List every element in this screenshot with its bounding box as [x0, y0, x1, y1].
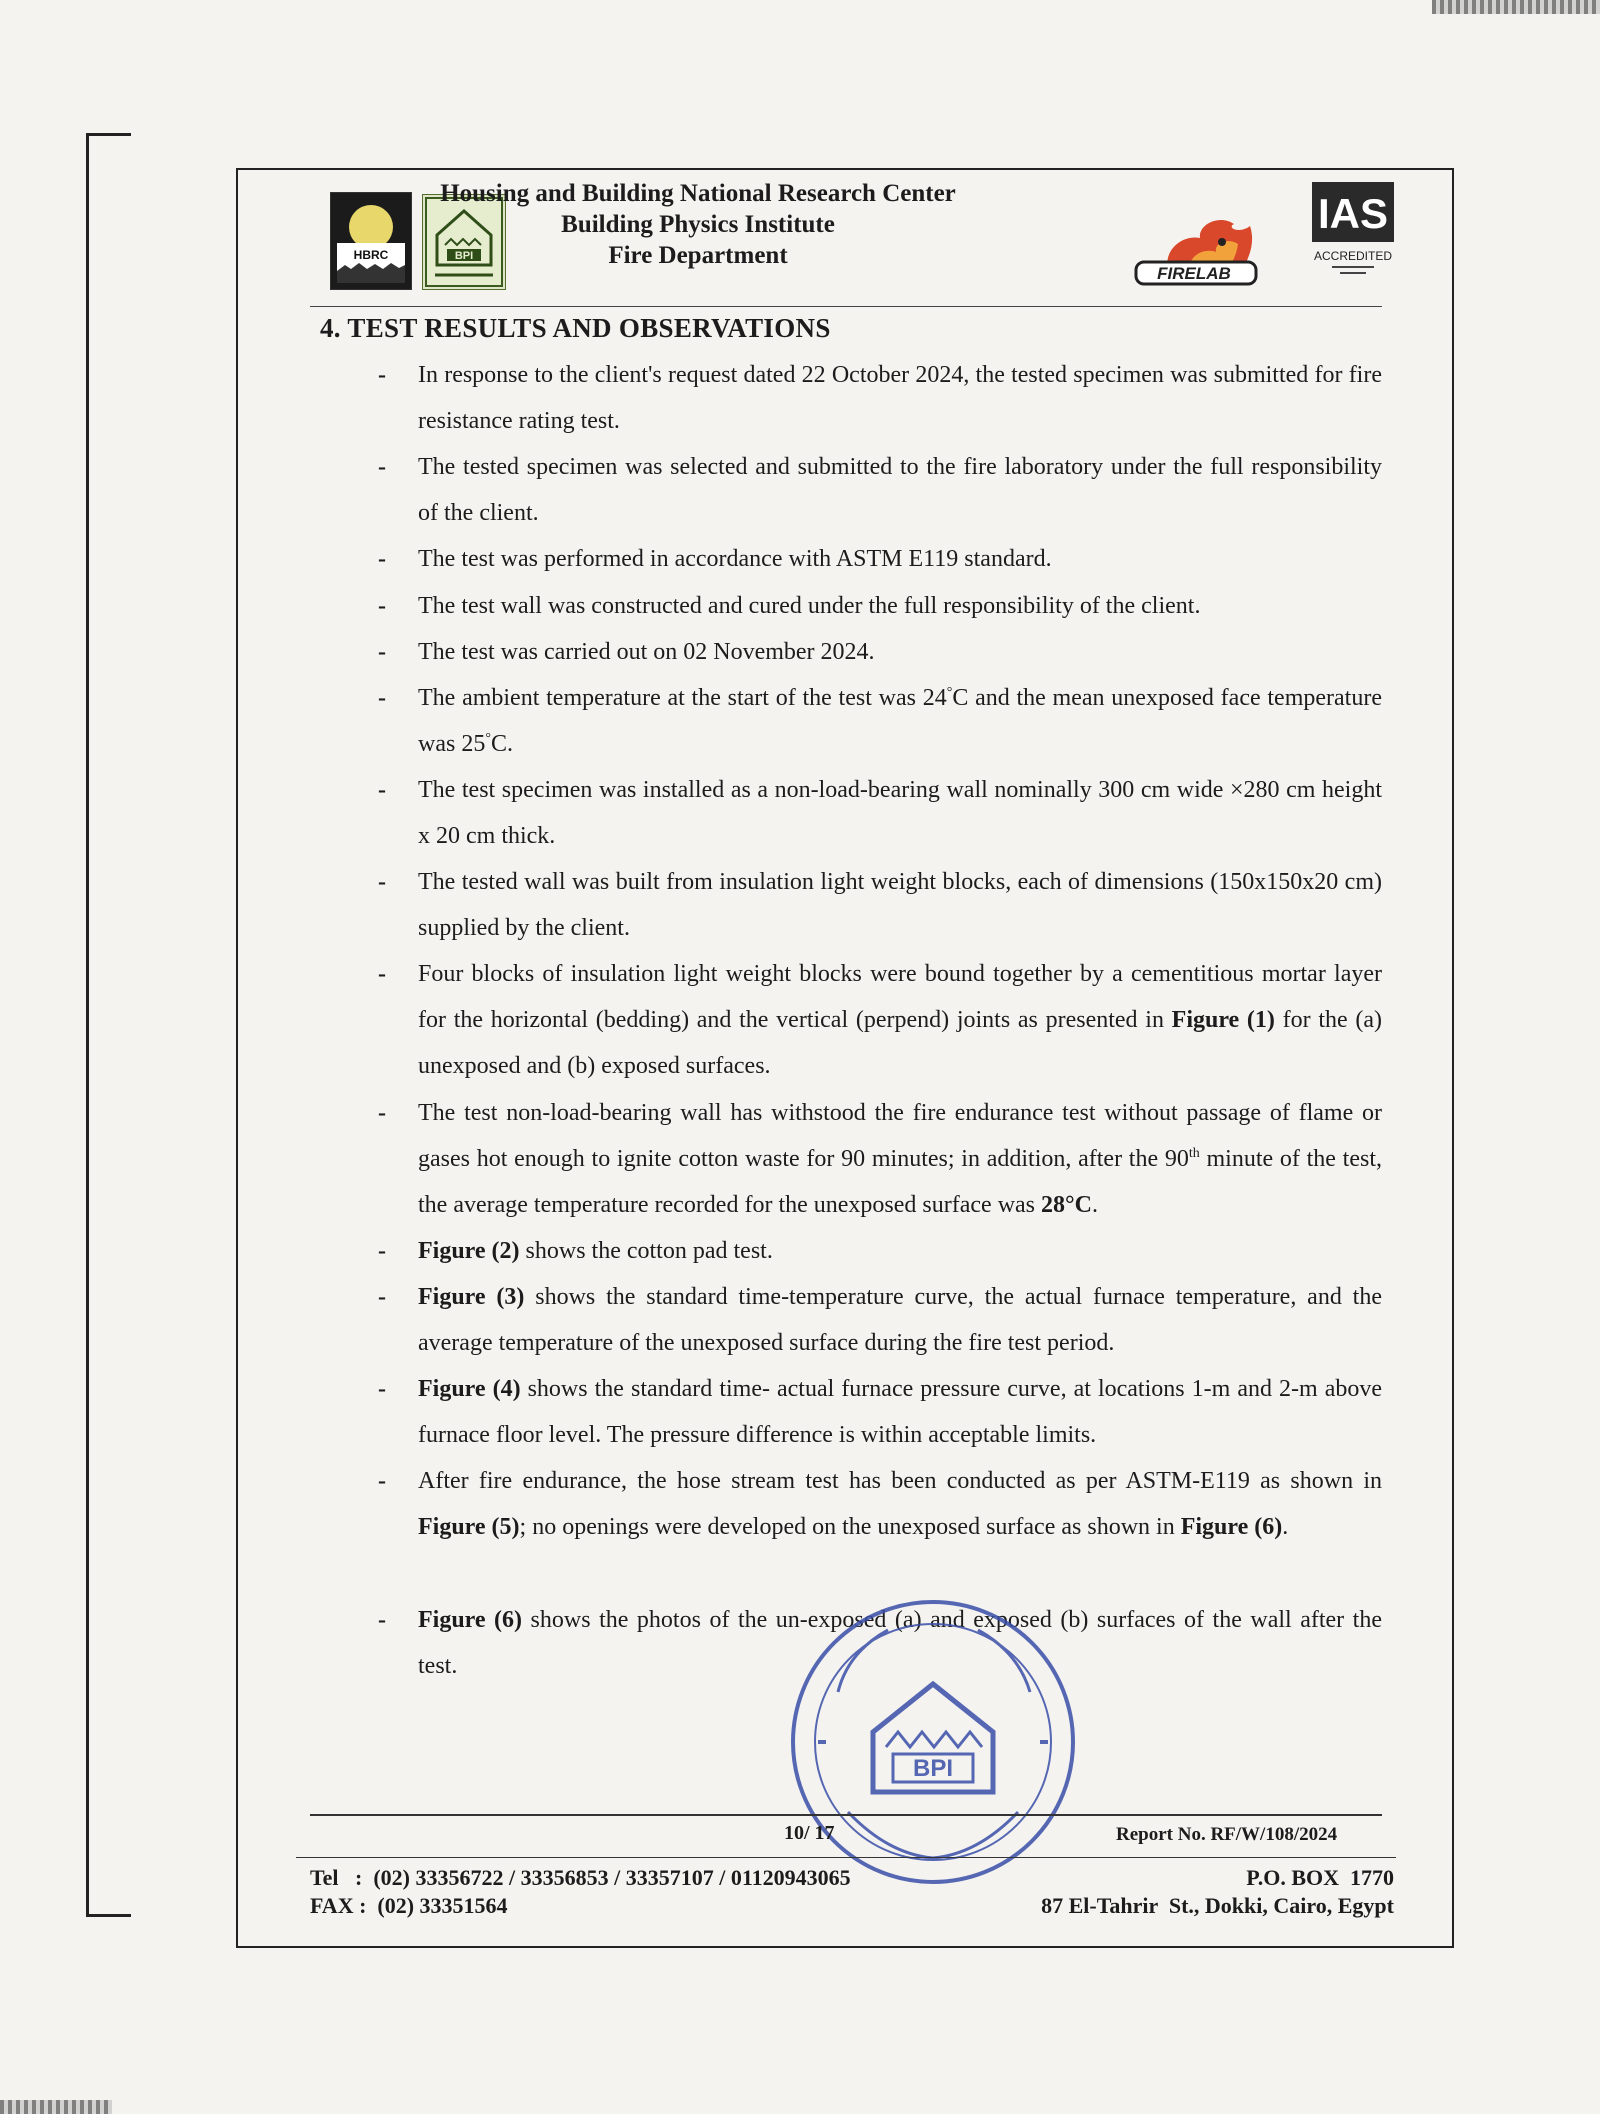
letterhead [238, 170, 1452, 312]
observation-text: The tested wall was built from insulation light weight blocks, each of dimensions (150x150x20 cm) supplied by the client. [418, 869, 1382, 942]
observation-text: The test specimen was installed as a non-load-bearing wall nominally 300 cm wide ×280 cm height x 20 cm thick. [418, 776, 1382, 849]
observation-text: The test was carried out on 02 November 2024. [418, 638, 875, 665]
header-line-1: Housing and Building National Research Center [440, 180, 956, 207]
po-box: P.O. BOX 1770 [1246, 1865, 1394, 1890]
header-line-2: Building Physics Institute [561, 211, 835, 238]
observation-text: The test was performed in accordance with ASTM E119 standard. [418, 546, 1052, 573]
bullet-dash: - [378, 1376, 386, 1403]
page-frame [236, 168, 1454, 1948]
bullet-dash: - [378, 454, 386, 481]
firelab-logo [1130, 204, 1270, 294]
bullet-dash: - [378, 1468, 386, 1495]
observation-text: Figure (4) shows the standard time- actual furnace pressure curve, at locations 1-m and 2-m above furnace floor level. The pressure difference is within acceptable limits. [418, 1376, 1383, 1449]
bullet-dash: - [378, 961, 386, 988]
bullet-dash: - [378, 1099, 386, 1126]
firelab-logo-text: FIRELAB [1157, 264, 1231, 283]
street-address: 87 El-Tahrir St., Dokki, Cairo, Egypt [1041, 1893, 1394, 1918]
scan-edge-mark [1432, 0, 1600, 14]
observation-text: The test non-load-bearing wall has withstood the fire endurance test without passage of flame or gases hot enough to ignite cotton waste for 90 minutes; in addition, after the 90th minute of the test, the average temperature recorded for the unexposed surface was 28°C. [418, 1099, 1383, 1218]
bullet-dash: - [378, 1237, 386, 1264]
bullet-dash: - [378, 776, 386, 803]
telephone-numbers: Tel : (02) 33356722 / 33356853 / 33357107 / 01120943065 [310, 1865, 851, 1890]
hbrc-logo [330, 192, 412, 290]
ias-logo [1308, 178, 1398, 288]
bullet-dash: - [378, 1284, 386, 1310]
scan-edge-mark [0, 2100, 112, 2114]
bullet-dash: - [378, 592, 386, 619]
institution-name [418, 178, 978, 271]
header-divider [310, 306, 1382, 307]
stamp-text: BPI [912, 1755, 954, 1782]
page-number: 10/ 17 [784, 1822, 835, 1844]
observation-text: Four blocks of insulation light weight blocks were bound together by a cementitious mortar layer for the horizontal (bedding) and the vertical (perpend) joints as presented in Figure (1) for the (a) unexposed and (b) exposed surfaces. [418, 961, 1382, 1080]
section-title: 4. TEST RESULTS AND OBSERVATIONS [320, 313, 831, 343]
header-line-3: Fire Department [608, 242, 788, 269]
scan-border [86, 133, 131, 1917]
observation-text: The test wall was constructed and cured under the full responsibility of the client. [418, 592, 1201, 619]
bullet-dash: - [378, 638, 386, 665]
ias-accredited-text: ACCREDITED [1313, 249, 1393, 263]
bullet-dash: - [378, 362, 386, 388]
bullet-dash: - [378, 684, 386, 711]
report-number: Report No. RF/W/108/2024 [1116, 1824, 1338, 1845]
bpi-stamp [778, 1582, 1088, 1902]
observation-text: The tested specimen was selected and submitted to the fire laboratory under the full responsibility of the client. [418, 454, 1382, 527]
hbrc-logo-text: HBRC [353, 248, 389, 262]
bullet-dash: - [378, 869, 386, 896]
observation-text: Figure (3) shows the standard time-temperature curve, the actual furnace temperature, and the average temperature of the unexposed surface during the fire test period. [418, 1284, 1383, 1356]
observation-text: Figure (2) shows the cotton pad test. [418, 1237, 773, 1264]
observation-text: The ambient temperature at the start of the test was 24°C and the mean unexposed face temperature was 25°C. [418, 684, 1382, 757]
contact-divider [296, 1857, 1396, 1858]
contact-address [1041, 1864, 1394, 1920]
fax-number: FAX : (02) 33351564 [310, 1893, 508, 1918]
observation-text: Figure (6) shows the photos of the un-exposed (a) and exposed (b) surfaces of the wall after the test. [418, 1606, 1382, 1679]
bullet-dash: - [378, 1606, 386, 1633]
footer-divider [310, 1814, 1382, 1816]
bullet-dash: - [378, 546, 386, 573]
contact-phones [310, 1864, 851, 1920]
observation-text: In response to the client's request dated 22 October 2024, the tested specimen was submitted for fire resistance rating test. [418, 362, 1382, 434]
ias-logo-text: IAS [1317, 190, 1389, 237]
observation-text: After fire endurance, the hose stream test has been conducted as per ASTM-E119 as shown in Figure (5); no openings were developed on the unexposed surface as shown in Figure (6). [418, 1468, 1382, 1541]
bpi-logo-text: BPI [454, 250, 474, 262]
